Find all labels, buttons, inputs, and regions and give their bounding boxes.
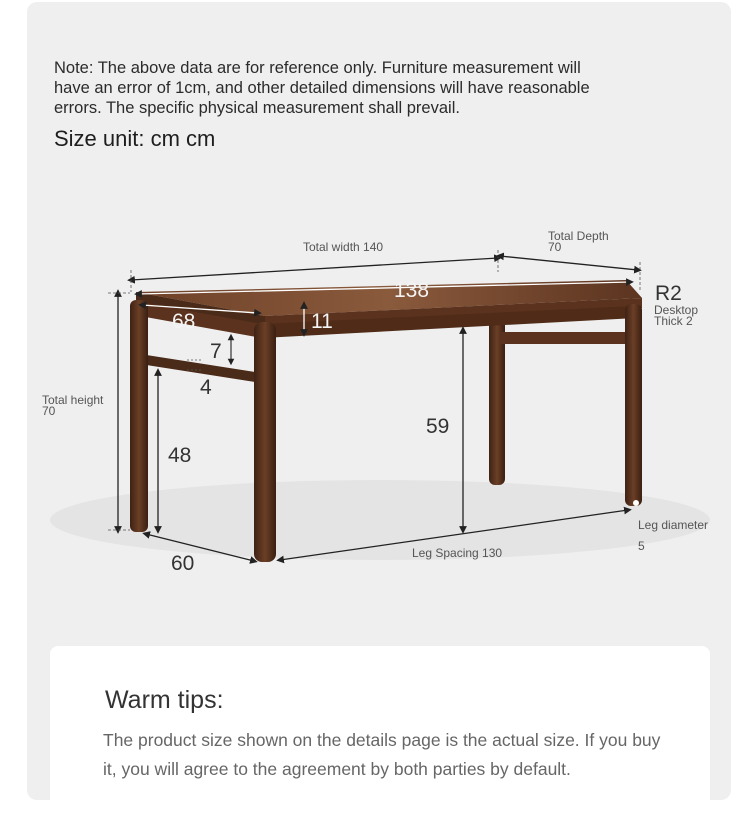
floor-shadow (50, 480, 710, 560)
total-depth-label: Total Depth (548, 229, 609, 243)
knee-clearance-value: 59 (426, 415, 450, 438)
warm-tips-title: Warm tips: (105, 686, 224, 714)
stretcher-thick-value: 4 (200, 376, 212, 399)
leg-diameter-marker (633, 500, 639, 506)
top-length-value: 138 (394, 279, 430, 302)
back-stretcher (500, 332, 626, 344)
total-width-label: Total width 140 (303, 240, 384, 254)
stretcher-floor-value: 48 (168, 444, 192, 467)
stretcher-height-value: 7 (210, 340, 222, 363)
desktop-thick-label: Thick 2 (654, 314, 693, 328)
leg-diameter-label: Leg diameter (638, 518, 709, 532)
width-dim-line (131, 258, 498, 280)
far-right-leg (625, 304, 642, 506)
desktop-label: Desktop (654, 303, 699, 317)
end-stretcher (140, 354, 255, 382)
front-left-leg (130, 300, 148, 532)
end-depth-value: 60 (171, 552, 195, 575)
measurement-note: Note: The above data are for reference only. Furniture measurement will have an error of 1cm, and other detailed dimensions will have reasonable errors. The specific physical measurement shall prevail. (54, 59, 590, 117)
size-unit-label: Size unit: cm cm (54, 126, 216, 151)
leg-spacing-label: Leg Spacing 130 (412, 546, 503, 560)
corner-radius-value: R2 (655, 282, 682, 305)
leg-diameter-value: 5 (638, 539, 645, 553)
total-height-label: Total height (42, 393, 104, 407)
warm-tips-body: The product size shown on the details page is the actual size. If you buy it, you will agree to the agreement by both parties by default. (103, 730, 661, 779)
back-right-leg (489, 320, 505, 485)
front-right-leg (254, 322, 276, 562)
depth-dim-line (500, 256, 638, 270)
apron-depth-value: 68 (172, 310, 196, 333)
total-height-value: 70 (42, 404, 56, 418)
apron-height-value: 11 (311, 310, 333, 333)
total-depth-value: 70 (548, 240, 562, 254)
